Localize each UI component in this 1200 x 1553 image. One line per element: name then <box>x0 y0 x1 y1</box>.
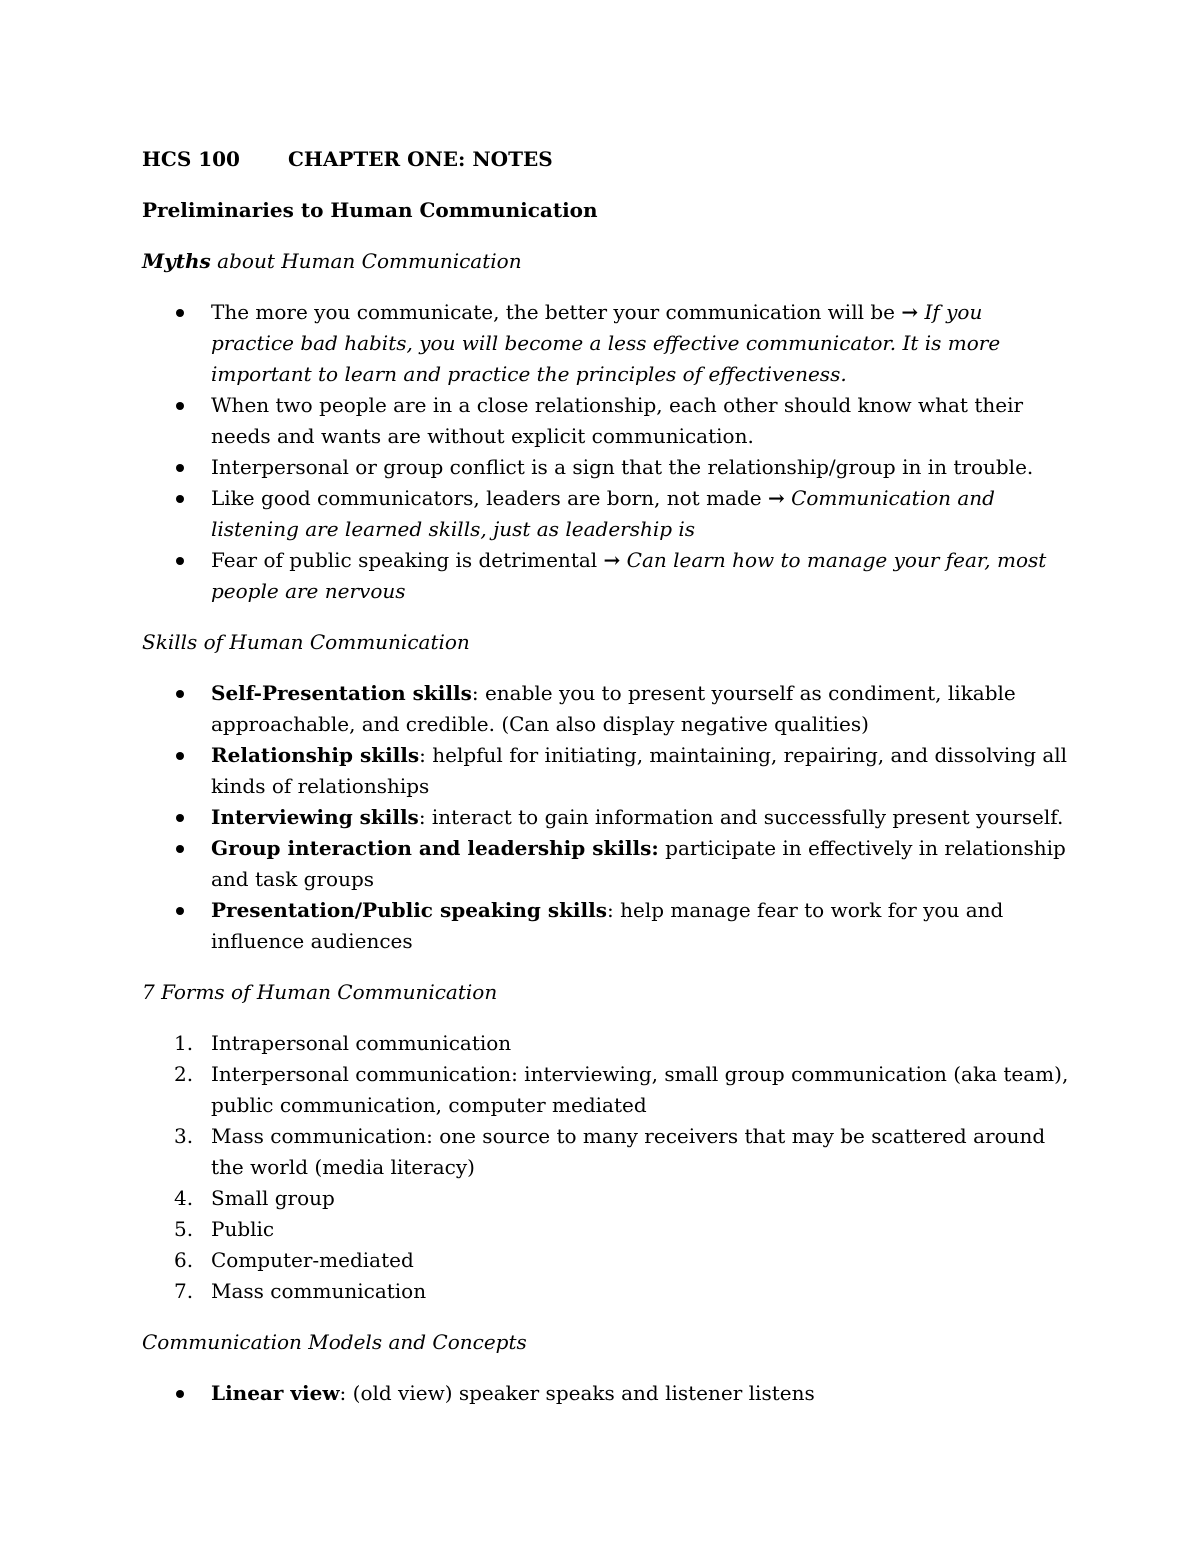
list-item <box>142 1214 1070 1245</box>
skill-term: Self-Presentation skills <box>211 681 472 705</box>
list-item <box>142 1245 1070 1276</box>
skills-heading: Skills of Human Communication <box>142 630 470 654</box>
myth-note: If you practice bad habits, you will become a less effective communicator. It is more important to learn and practice the principles of effectiveness. <box>211 300 1001 386</box>
skill-term: Presentation/Public speaking skills <box>211 898 607 922</box>
list-item <box>142 1378 1070 1409</box>
skill-term: Group interaction and leadership skills: <box>211 836 659 860</box>
list-item <box>142 390 1070 452</box>
list-item <box>142 1059 1070 1121</box>
myth-text: Interpersonal or group conflict is a sign that the relationship/group in in trouble. <box>211 455 1034 479</box>
skill-desc: : help manage fear to work for you and influence audiences <box>211 898 1004 953</box>
models-list <box>142 1378 1070 1409</box>
form-text: Interpersonal communication: interviewing, small group communication (aka team), public communication, computer mediated <box>211 1062 1069 1117</box>
skill-desc: : enable you to present yourself as condiment, likable approachable, and credible. (Can also display negative qualities) <box>211 681 1016 736</box>
bullet-icon <box>176 752 184 760</box>
arrow-right-icon: → <box>767 486 785 510</box>
myth-note: Can learn how to manage your fear, most people are nervous <box>211 548 1047 603</box>
list-item <box>142 895 1070 957</box>
list-number: 1. <box>174 1031 194 1055</box>
bullet-icon <box>176 557 184 565</box>
myth-text: The more you communicate, the better your communication will be <box>211 300 902 324</box>
bullet-icon <box>176 309 184 317</box>
forms-heading: 7 Forms of Human Communication <box>142 980 498 1004</box>
skill-term: Relationship skills <box>211 743 420 767</box>
bullet-icon <box>176 814 184 822</box>
list-item <box>142 1276 1070 1307</box>
bullet-icon <box>176 402 184 410</box>
list-item <box>142 678 1070 740</box>
skill-term: Interviewing skills <box>211 805 419 829</box>
list-number: 3. <box>174 1124 194 1148</box>
form-text: Intrapersonal communication <box>211 1031 512 1055</box>
models-heading: Communication Models and Concepts <box>142 1330 527 1354</box>
list-number: 5. <box>174 1217 194 1241</box>
myths-heading-rest: about Human Communication <box>210 249 522 273</box>
myth-text: When two people are in a close relationship, each other should know what their needs and wants are without explicit communication. <box>211 393 1024 448</box>
list-number: 7. <box>174 1279 194 1303</box>
form-text: Computer-mediated <box>211 1248 414 1272</box>
section-heading: Preliminaries to Human Communication <box>142 198 598 222</box>
list-item <box>142 483 1070 545</box>
myths-heading-bold: Myths <box>142 249 211 273</box>
list-number: 6. <box>174 1248 194 1272</box>
form-text: Mass communication <box>211 1279 427 1303</box>
myth-text: Like good communicators, leaders are born, not made <box>211 486 768 510</box>
myths-heading <box>142 246 1070 277</box>
skill-desc: : helpful for initiating, maintaining, repairing, and dissolving all kinds of relationships <box>211 743 1068 798</box>
skill-desc: : interact to gain information and successfully present yourself. <box>418 805 1064 829</box>
form-text: Mass communication: one source to many receivers that may be scattered around the world (media literacy) <box>211 1124 1046 1179</box>
myth-text: Fear of public speaking is detrimental <box>211 548 604 572</box>
bullet-icon <box>176 690 184 698</box>
form-text: Public <box>211 1217 275 1241</box>
arrow-right-icon: → <box>901 300 919 324</box>
myth-note: Communication and listening are learned skills, just as leadership is <box>211 486 995 541</box>
bullet-icon <box>176 495 184 503</box>
list-item <box>142 452 1070 483</box>
bullet-icon <box>176 845 184 853</box>
skills-list <box>142 678 1070 957</box>
list-item <box>142 833 1070 895</box>
list-number: 4. <box>174 1186 194 1210</box>
list-item <box>142 297 1070 390</box>
form-text: Small group <box>211 1186 335 1210</box>
myths-list <box>142 297 1070 607</box>
course-code: HCS 100 <box>142 147 240 171</box>
list-item <box>142 545 1070 607</box>
list-item <box>142 1183 1070 1214</box>
list-number: 2. <box>174 1062 194 1086</box>
list-item <box>142 802 1070 833</box>
list-item <box>142 740 1070 802</box>
skill-desc: participate in effectively in relationship and task groups <box>211 836 1066 891</box>
bullet-icon <box>176 464 184 472</box>
bullet-icon <box>176 1390 184 1398</box>
list-item <box>142 1028 1070 1059</box>
bullet-icon <box>176 907 184 915</box>
list-item <box>142 1121 1070 1183</box>
arrow-right-icon: → <box>603 548 621 572</box>
chapter-title: CHAPTER ONE: NOTES <box>288 147 553 171</box>
title-row <box>142 144 1070 175</box>
model-term: Linear view <box>211 1381 340 1405</box>
forms-list <box>142 1028 1070 1307</box>
model-desc: : (old view) speaker speaks and listener listens <box>339 1381 815 1405</box>
